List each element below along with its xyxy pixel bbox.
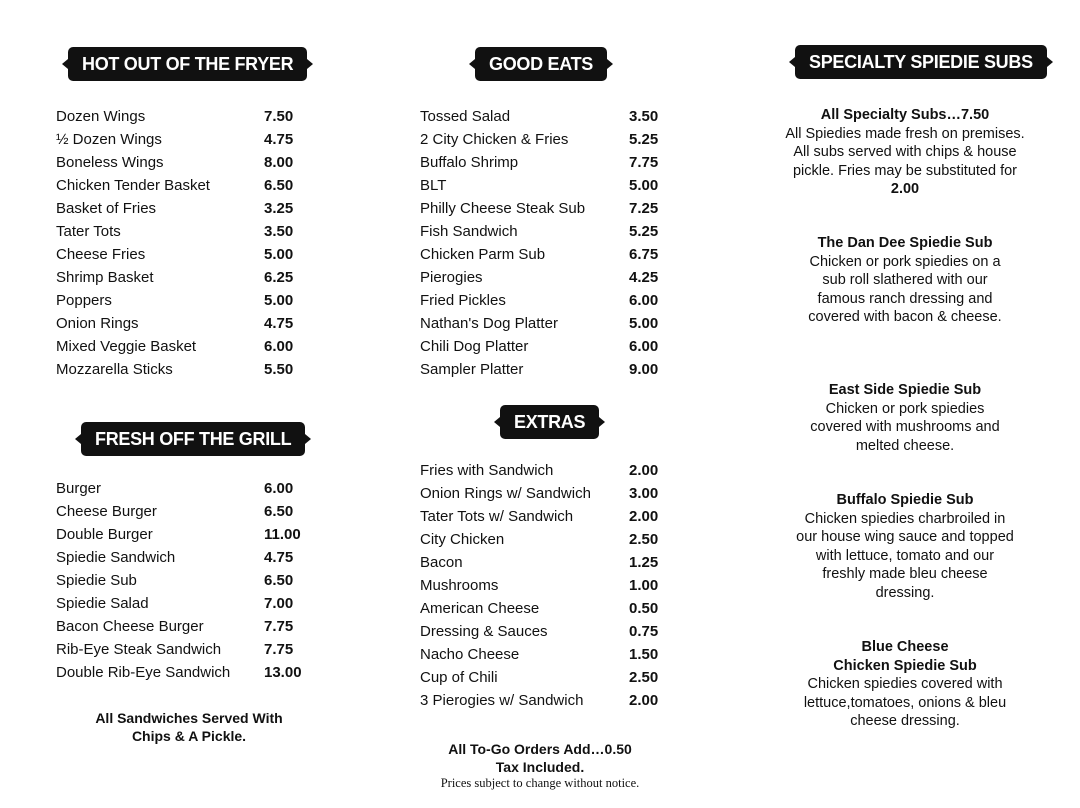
item-name: Mozzarella Sticks (56, 361, 173, 378)
item-name: Pierogies (420, 269, 483, 286)
item-price: 6.25 (264, 269, 294, 286)
item-name: Cup of Chili (420, 669, 498, 686)
specialty-intro-title: All Specialty Subs…7.50 (820, 107, 990, 123)
item-name: Bacon Cheese Burger (56, 618, 204, 635)
item-price: 1.00 (629, 577, 659, 594)
item-name: BLT (420, 177, 447, 194)
item-price: 1.25 (629, 554, 659, 571)
grill-banner: FRESH OFF THE GRILL (81, 422, 305, 456)
item-price: 6.00 (264, 338, 294, 355)
item-name: Mushrooms (420, 577, 499, 594)
item-price: 4.75 (264, 549, 294, 566)
item-name: Dozen Wings (56, 108, 146, 125)
item-price: 2.00 (629, 462, 659, 479)
item-price: 3.50 (629, 108, 659, 125)
specialty-sub-desc: Chicken spiedies covered with lettuce,tomatoes, onions & bleu cheese dressing. (803, 676, 1007, 729)
item-price: 0.75 (629, 623, 659, 640)
item-price: 2.50 (629, 669, 659, 686)
to-go-note-line2: Tax Included. (495, 759, 585, 775)
item-price: 13.00 (264, 664, 302, 681)
item-price: 6.50 (264, 177, 294, 194)
item-price: 6.00 (629, 338, 659, 355)
item-name: Nathan's Dog Platter (420, 315, 558, 332)
item-name: Chicken Parm Sub (420, 246, 546, 263)
item-name: Spiedie Salad (56, 595, 149, 612)
item-name: Cheese Fries (56, 246, 146, 263)
specialty-sub (785, 638, 1025, 731)
item-name: Fried Pickles (420, 292, 506, 309)
specialty-sub-desc: Chicken or pork spiedies on a sub roll slathered with our famous ranch dressing and covered with bacon & cheese. (808, 253, 1002, 325)
item-name: Sampler Platter (420, 361, 524, 378)
item-name: Boneless Wings (56, 154, 164, 171)
item-name: Chili Dog Platter (420, 338, 529, 355)
to-go-note (420, 740, 660, 776)
item-name: Mixed Veggie Basket (56, 338, 197, 355)
fries-substitute-price: 2.00 (890, 181, 920, 197)
item-price: 11.00 (264, 526, 301, 543)
item-price: 5.00 (629, 177, 659, 194)
extras-banner: EXTRAS (500, 405, 599, 439)
item-price: 5.00 (264, 292, 294, 309)
item-price: 6.50 (264, 572, 294, 589)
fine-print: Prices subject to change without notice. (440, 776, 640, 790)
item-name: Double Burger (56, 526, 153, 543)
item-name: Philly Cheese Steak Sub (420, 200, 586, 217)
item-name: Poppers (56, 292, 112, 309)
item-name: Cheese Burger (56, 503, 157, 520)
specialty-sub (785, 381, 1025, 455)
item-name: Chicken Tender Basket (56, 177, 210, 194)
item-name: American Cheese (420, 600, 540, 617)
item-price: 6.00 (264, 480, 294, 497)
specialty-sub-name: Buffalo Spiedie Sub (836, 492, 974, 508)
item-price: 4.75 (264, 131, 294, 148)
item-price: 3.50 (264, 223, 294, 240)
item-name: Buffalo Shrimp (420, 154, 519, 171)
item-name: 3 Pierogies w/ Sandwich (420, 692, 584, 709)
item-price: 5.00 (264, 246, 294, 263)
item-name: Tossed Salad (420, 108, 511, 125)
item-price: 6.50 (264, 503, 294, 520)
item-price: 5.25 (629, 131, 659, 148)
item-name: 2 City Chicken & Fries (420, 131, 569, 148)
item-price: 7.75 (264, 641, 294, 658)
item-price: 7.75 (629, 154, 659, 171)
item-name: Basket of Fries (56, 200, 157, 217)
specialty-intro-text: All Spiedies made fresh on premises. All subs served with chips & house pickle. Fries may be substituted for (785, 125, 1025, 179)
item-price: 2.50 (629, 531, 659, 548)
specialty-intro (785, 106, 1025, 199)
specialty-sub-name: Blue Cheese Chicken Spiedie Sub (833, 639, 977, 674)
item-price: 1.50 (629, 646, 659, 663)
item-name: Bacon (420, 554, 463, 571)
item-name: Rib-Eye Steak Sandwich (56, 641, 222, 658)
item-name: City Chicken (420, 531, 505, 548)
to-go-note-line1: All To-Go Orders Add…0.50 (448, 741, 632, 757)
fryer-banner: HOT OUT OF THE FRYER (68, 47, 307, 81)
sandwich-note-line1: All Sandwiches Served With (95, 710, 283, 726)
item-name: Shrimp Basket (56, 269, 154, 286)
item-price: 7.00 (264, 595, 294, 612)
item-price: 5.25 (629, 223, 659, 240)
item-price: 4.75 (264, 315, 294, 332)
item-name: Nacho Cheese (420, 646, 520, 663)
item-name: Burger (56, 480, 102, 497)
item-name: Double Rib-Eye Sandwich (56, 664, 231, 681)
item-name: Fries with Sandwich (420, 462, 554, 479)
specialty-banner: SPECIALTY SPIEDIE SUBS (795, 45, 1047, 79)
item-price: 2.00 (629, 508, 659, 525)
specialty-sub-desc: Chicken or pork spiedies covered with mushrooms and melted cheese. (810, 400, 1000, 454)
item-price: 7.50 (264, 108, 294, 125)
specialty-sub-name: East Side Spiedie Sub (828, 382, 982, 398)
specialty-sub (785, 234, 1025, 327)
item-price: 5.50 (264, 361, 294, 378)
item-name: Spiedie Sub (56, 572, 137, 589)
specialty-sub (785, 491, 1025, 602)
item-name: Spiedie Sandwich (56, 549, 176, 566)
item-price: 3.00 (629, 485, 659, 502)
item-price: 4.25 (629, 269, 659, 286)
item-price: 6.75 (629, 246, 659, 263)
item-name: ½ Dozen Wings (56, 131, 162, 148)
item-price: 5.00 (629, 315, 659, 332)
sandwich-note (66, 709, 312, 745)
item-price: 8.00 (264, 154, 294, 171)
item-price: 3.25 (264, 200, 294, 217)
item-price: 0.50 (629, 600, 659, 617)
item-name: Tater Tots (56, 223, 121, 240)
sandwich-note-line2: Chips & A Pickle. (131, 728, 247, 744)
item-name: Onion Rings (56, 315, 139, 332)
item-name: Tater Tots w/ Sandwich (420, 508, 574, 525)
item-price: 6.00 (629, 292, 659, 309)
item-name: Dressing & Sauces (420, 623, 548, 640)
specialty-sub-desc: Chicken spiedies charbroiled in our house wing sauce and topped with lettuce, tomato and our freshly made bleu cheese dressing. (796, 510, 1014, 601)
specialty-sub-name: The Dan Dee Spiedie Sub (817, 235, 993, 251)
specialty-intro-desc (785, 125, 1025, 199)
item-price: 7.75 (264, 618, 294, 635)
good-eats-banner: GOOD EATS (475, 47, 607, 81)
item-name: Onion Rings w/ Sandwich (420, 485, 591, 502)
item-price: 9.00 (629, 361, 659, 378)
item-name: Fish Sandwich (420, 223, 518, 240)
item-price: 7.25 (629, 200, 659, 217)
item-price: 2.00 (629, 692, 659, 709)
